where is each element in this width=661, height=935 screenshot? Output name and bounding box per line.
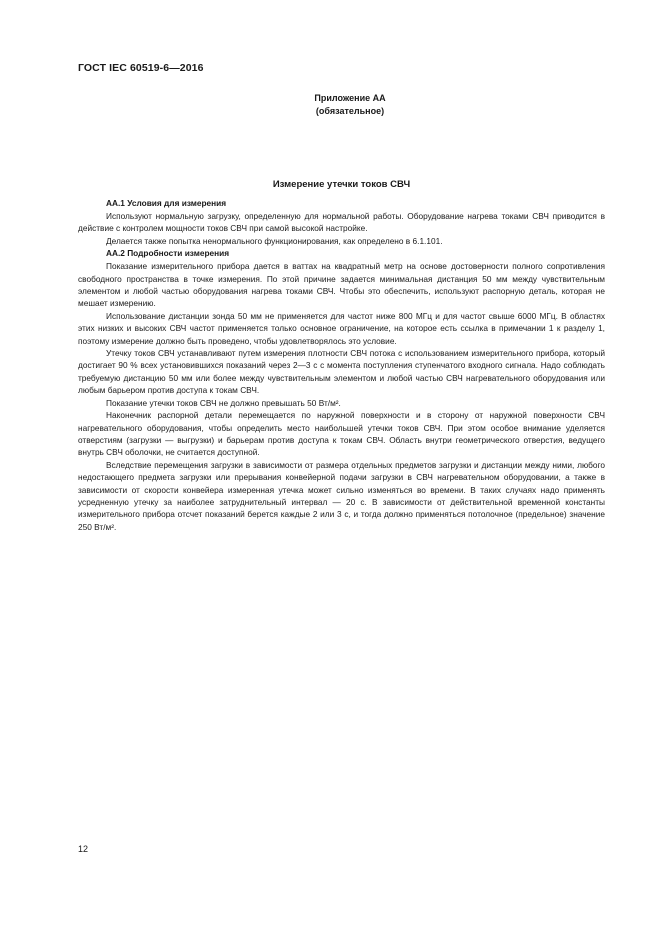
paragraph: Показание утечки токов СВЧ не должно превышать 50 Вт/м². (106, 397, 341, 408)
paragraph: Вследствие перемещения загрузки в зависимости от размера отдельных предметов загрузки и дистанции между ними, любого недостающего предмета загрузки или прерывания конвейерной подачи загрузки в СВЧ нагревательном оборудовании, а также в зависимости от скорости конвейера измеренная утечка может сильно изменяться во времени. В таких случаях надо применять усредненную утечку за наиболее затруднительный интервал — 20 с. В зависимости от действительной временной константы измерительного прибора отсчет показаний берется каждые 2 или 3 с, и тогда должно применяться потолочное (предельное) значение 250 Вт/м². (78, 459, 605, 532)
paragraph: Наконечник распорной детали перемещается по наружной поверхности и в сторону от наружной поверхности СВЧ нагревательного оборудования, чтобы определить место наибольшей утечки токов СВЧ. При этом особое внимание уделяется отверстиям (загрузки — выгрузки) и барьерам против доступа к токам СВЧ. Область внутри геометрического отверстия, ведущего внутрь СВЧ оболочки, не считается доступной. (78, 410, 605, 458)
section-heading: АА.1 Условия для измерения (106, 198, 227, 208)
annex-block (300, 92, 400, 118)
paragraph: Показание измерительного прибора дается в ваттах на квадратный метр на основе достоверности полного сопротивления свободного пространства в точке измерения. По этой причине задается минимальная дистанция 50 мм между чувствительным элементом и любой частью оборудования нагрева токами СВЧ. Чтобы это обеспечить, используют распорную деталь, которая не мешает измерению. (78, 261, 605, 309)
paragraph: Утечку токов СВЧ устанавливают путем измерения плотности СВЧ потока с использованием измерительного прибора, который достигает 90 % всех установившихся показаний через 2—3 с с момента поступления ступенчатого входного сигнала. Надо соблюдать требуемую дистанцию 50 мм или более между чувствительным элементом и любой частью СВЧ нагревательного оборудования или любым барьером против доступа к токам СВЧ. (78, 348, 605, 396)
annex-label: Приложение АА (314, 93, 386, 103)
paragraph: Используют нормальную загрузку, определенную для нормальной работы. Оборудование нагрева токами СВЧ приводится в действие с контролем мощности токов СВЧ при самой высокой настройке. (78, 211, 605, 234)
paragraph: Делается также попытка ненормального функционирования, как определено в 6.1.101. (106, 235, 443, 246)
section-heading: АА.2 Подробности измерения (106, 248, 230, 259)
document-header: ГОСТ IEC 60519-6—2016 (78, 62, 204, 74)
annex-title: Измерение утечки токов СВЧ (272, 179, 411, 190)
document-body (78, 197, 605, 533)
page-number: 12 (78, 844, 89, 854)
annex-status: (обязательное) (315, 106, 385, 116)
paragraph: Использование дистанции зонда 50 мм не применяется для частот ниже 800 МГц и для частот свыше 6000 МГц. В областях этих низких и высоких СВЧ частот применяется только основное ограничение, на которое есть ссылка в примечании 1 к разделу 1, поэтому измерение должно быть проведено, чтобы удовлетворялось это условие. (78, 310, 605, 346)
